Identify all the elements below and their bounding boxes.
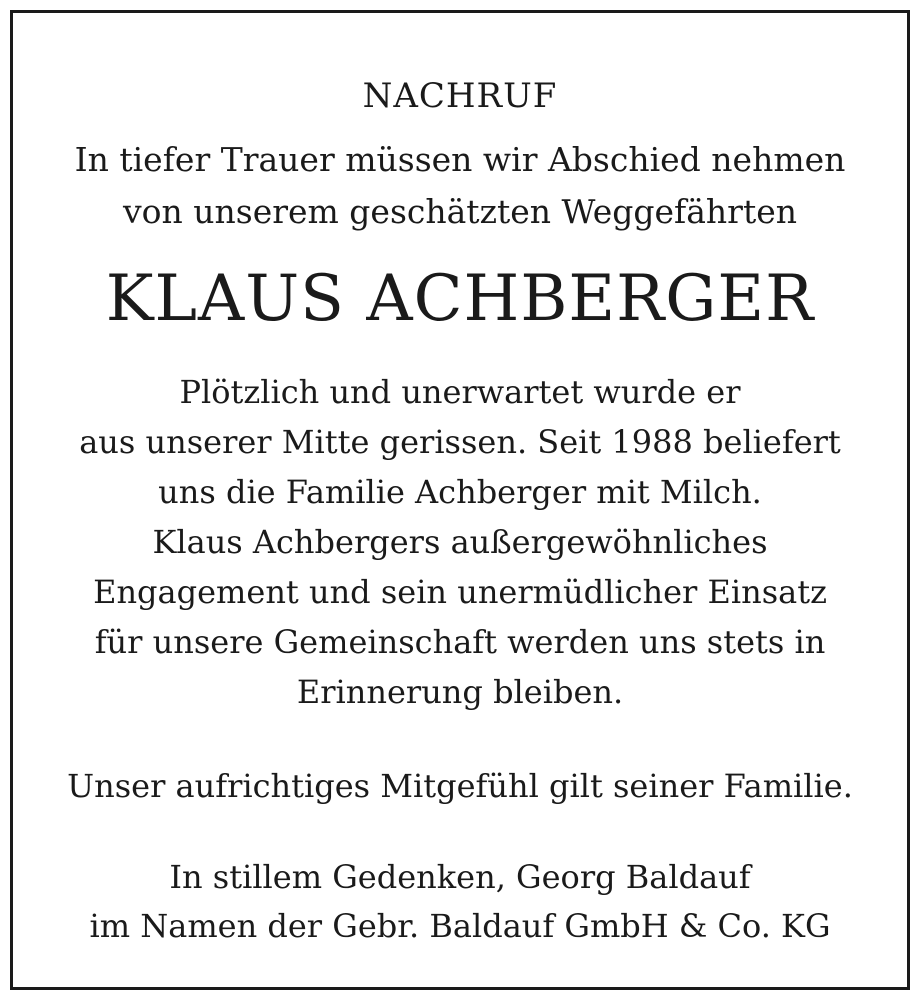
paragraph-line-4: Klaus Achbergers außergewöhnliches bbox=[152, 523, 768, 561]
paragraph-line-2: aus unserer Mitte gerissen. Seit 1988 beliefert bbox=[79, 423, 841, 461]
intro-line-1: In tiefer Trauer müssen wir Abschied nehmen bbox=[74, 140, 846, 179]
signature-line-1: In stillem Gedenken, Georg Baldauf bbox=[169, 858, 751, 896]
paragraph-line-6: für unsere Gemeinschaft werden uns stets in bbox=[94, 623, 826, 661]
paragraph-line-7: Erinnerung bleiben. bbox=[296, 673, 624, 711]
deceased-name: KLAUS ACHBERGER bbox=[105, 262, 815, 336]
obituary-frame bbox=[10, 10, 910, 990]
paragraph-line-3: uns die Familie Achberger mit Milch. bbox=[158, 473, 762, 511]
paragraph-line-1: Plötzlich und unerwartet wurde er bbox=[179, 373, 741, 411]
condolence-line: Unser aufrichtiges Mitgefühl gilt seiner Familie. bbox=[67, 767, 853, 805]
obituary-heading: NACHRUF bbox=[362, 76, 558, 116]
intro-line-2: von unserem geschätzten Weggefährten bbox=[123, 192, 797, 231]
signature-line-2: im Namen der Gebr. Baldauf GmbH & Co. KG bbox=[89, 907, 831, 945]
paragraph-line-5: Engagement und sein unermüdlicher Einsatz bbox=[93, 573, 827, 611]
